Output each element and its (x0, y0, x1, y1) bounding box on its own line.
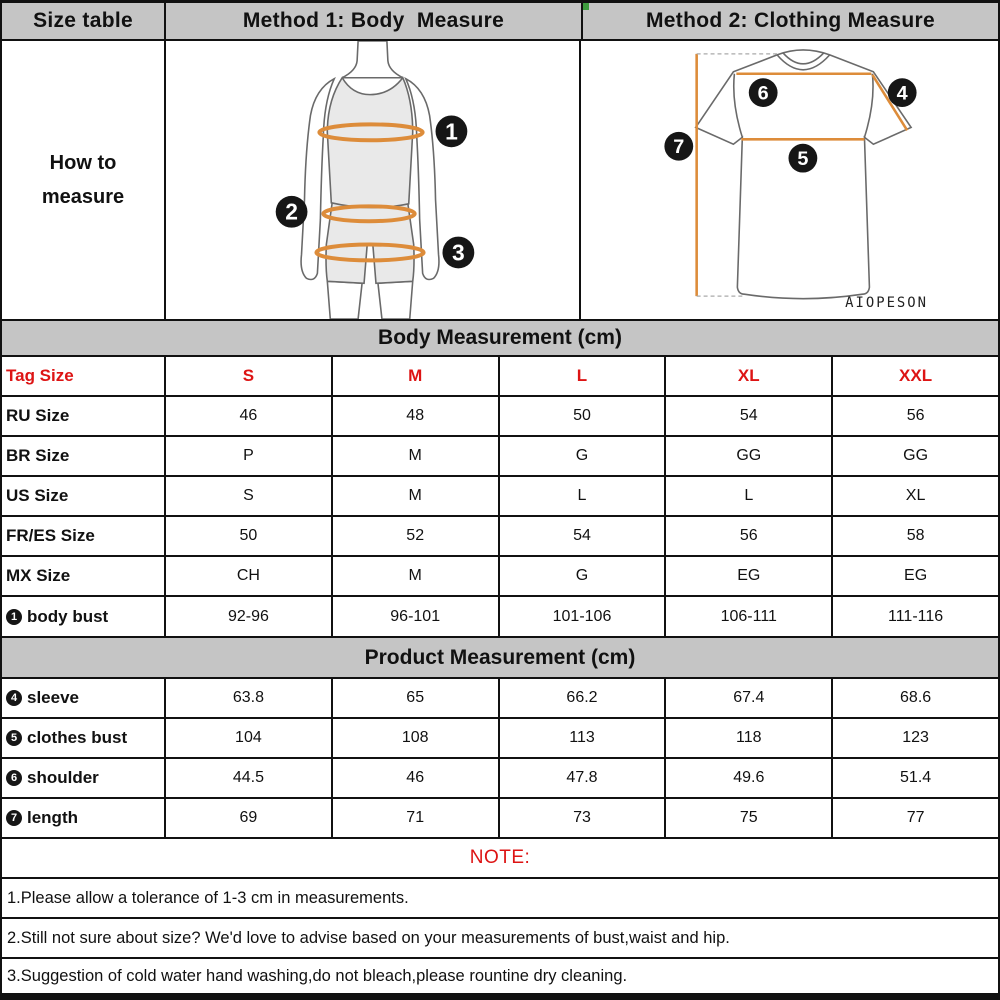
cell-value: P (166, 437, 333, 475)
product-measurement-header: Product Measurement (cm) (2, 638, 998, 679)
clothing-measure-figure (581, 41, 996, 319)
svg-text:6: 6 (757, 82, 769, 105)
illustration-row (2, 41, 998, 321)
cell-value: M (333, 477, 500, 515)
cell-value: M (333, 437, 500, 475)
row-label: BR Size (2, 437, 166, 475)
shirt-figure-svg (581, 41, 996, 319)
header-method2: Method 2: Clothing Measure (646, 9, 935, 32)
circled-6-icon: 6 (6, 770, 22, 786)
cell-value: 96-101 (333, 597, 500, 636)
cell-value: 106-111 (666, 597, 833, 636)
svg-text:3: 3 (452, 239, 465, 266)
cell-value: 108 (333, 719, 500, 757)
neck (342, 41, 403, 78)
cell-value: 92-96 (166, 597, 333, 636)
cell-value: 123 (902, 729, 929, 746)
table-row-body-bust (2, 597, 998, 638)
table-row-clothes-bust (2, 719, 998, 759)
cell-value: 49.6 (666, 759, 833, 797)
row-label (2, 719, 166, 757)
table-row-us-size (2, 477, 998, 517)
circled-4-icon: 4 (6, 690, 22, 706)
cell-value: 47.8 (500, 759, 667, 797)
row-label-text: shoulder (27, 768, 99, 787)
note-item-2: 2.Still not sure about size? We'd love to advise based on your measurements of bust,waist and hip. (2, 919, 998, 959)
row-label (2, 799, 166, 837)
tag-size-xxl: XXL (899, 366, 933, 385)
table-row-length (2, 799, 998, 839)
tag-size-row (2, 357, 998, 397)
cell-value: G (500, 557, 667, 595)
cell-value: 58 (906, 527, 925, 544)
how-to-measure-label: How to measure (2, 41, 166, 319)
badge-bust-1 (436, 115, 468, 147)
left-leg (327, 281, 362, 319)
cell-value: M (333, 557, 500, 595)
cell-value: G (500, 437, 667, 475)
badge-shoulder-6 (749, 78, 778, 107)
cell-value: 52 (333, 517, 500, 555)
cell-value: 50 (166, 517, 333, 555)
circled-7-icon: 7 (6, 810, 22, 826)
cell-value: 101-106 (500, 597, 667, 636)
cell-value: L (500, 477, 667, 515)
row-label: FR/ES Size (2, 517, 166, 555)
tag-size-xl: XL (666, 357, 833, 395)
badge-clothes-bust-5 (789, 144, 818, 173)
cell-value: 56 (666, 517, 833, 555)
body-measure-figure (166, 41, 581, 319)
svg-text:7: 7 (673, 136, 685, 159)
cell-value: 44.5 (166, 759, 333, 797)
cell-value: 111-116 (888, 607, 944, 625)
svg-text:1: 1 (445, 118, 458, 145)
body-measurement-header: Body Measurement (cm) (2, 321, 998, 357)
cell-value: 68.6 (900, 689, 932, 706)
table-row-fres-size (2, 517, 998, 557)
cell-value: 77 (906, 809, 925, 826)
svg-text:4: 4 (896, 82, 908, 105)
tag-size-m: M (333, 357, 500, 395)
cell-value: 54 (500, 517, 667, 555)
circled-1-icon: 1 (6, 609, 22, 625)
shorts (326, 202, 414, 283)
table-row-br-size (2, 437, 998, 477)
body-figure-svg (166, 41, 579, 319)
cell-value: 113 (500, 719, 667, 757)
cell-value: XL (905, 487, 926, 504)
table-row-mx-size (2, 557, 998, 597)
cell-value: 54 (666, 397, 833, 435)
cell-value: 71 (333, 799, 500, 837)
note-item-1: 1.Please allow a tolerance of 1-3 cm in measurements. (2, 879, 998, 919)
cell-value: 50 (500, 397, 667, 435)
cell-value: L (666, 477, 833, 515)
cell-value: 69 (166, 799, 333, 837)
cell-value: S (166, 477, 333, 515)
row-label-text: length (27, 808, 78, 827)
cell-value: 65 (333, 679, 500, 717)
cell-value: 63.8 (166, 679, 333, 717)
tag-size-l: L (500, 357, 667, 395)
cell-value: 51.4 (900, 769, 932, 786)
table-row-ru-size (2, 397, 998, 437)
tag-size-label: Tag Size (2, 357, 166, 395)
row-label (2, 597, 166, 636)
row-label: US Size (2, 477, 166, 515)
cell-value: CH (166, 557, 333, 595)
header-size-table: Size table (2, 3, 166, 39)
cell-value: 67.4 (666, 679, 833, 717)
cell-value: 73 (500, 799, 667, 837)
row-label-text: body bust (27, 606, 109, 626)
table-row-sleeve (2, 679, 998, 719)
badge-hip-3 (442, 237, 474, 269)
cell-value: EG (666, 557, 833, 595)
cell-value: GG (903, 447, 929, 464)
tag-size-s: S (166, 357, 333, 395)
right-leg (378, 281, 413, 319)
cell-value: 66.2 (500, 679, 667, 717)
cell-value: 48 (333, 397, 500, 435)
circled-5-icon: 5 (6, 730, 22, 746)
badge-sleeve-4 (888, 78, 917, 107)
badge-waist-2 (276, 196, 308, 228)
note-title: NOTE: (2, 839, 998, 879)
row-label: MX Size (2, 557, 166, 595)
cell-value: 46 (166, 397, 333, 435)
cell-value: 75 (666, 799, 833, 837)
row-label (2, 759, 166, 797)
top-header-row (2, 3, 998, 41)
row-label (2, 679, 166, 717)
cell-value: 56 (906, 407, 925, 424)
brand-text: AIOPESON (845, 295, 928, 312)
svg-text:5: 5 (797, 148, 809, 171)
cell-value: GG (666, 437, 833, 475)
tank-top (327, 78, 412, 208)
note-item-3: 3.Suggestion of cold water hand washing,do not bleach,please rountine dry cleaning. (7, 966, 628, 985)
row-label-text: sleeve (27, 688, 79, 707)
cell-value: 46 (333, 759, 500, 797)
table-row-shoulder (2, 759, 998, 799)
badge-length-7 (664, 132, 693, 161)
row-label-text: clothes bust (27, 728, 128, 747)
cell-value: 104 (166, 719, 333, 757)
green-mark (583, 3, 589, 10)
cell-value: EG (904, 567, 928, 584)
row-label: RU Size (2, 397, 166, 435)
header-method1: Method 1: Body Measure (166, 3, 583, 39)
cell-value: 118 (666, 719, 833, 757)
svg-text:2: 2 (285, 198, 298, 225)
